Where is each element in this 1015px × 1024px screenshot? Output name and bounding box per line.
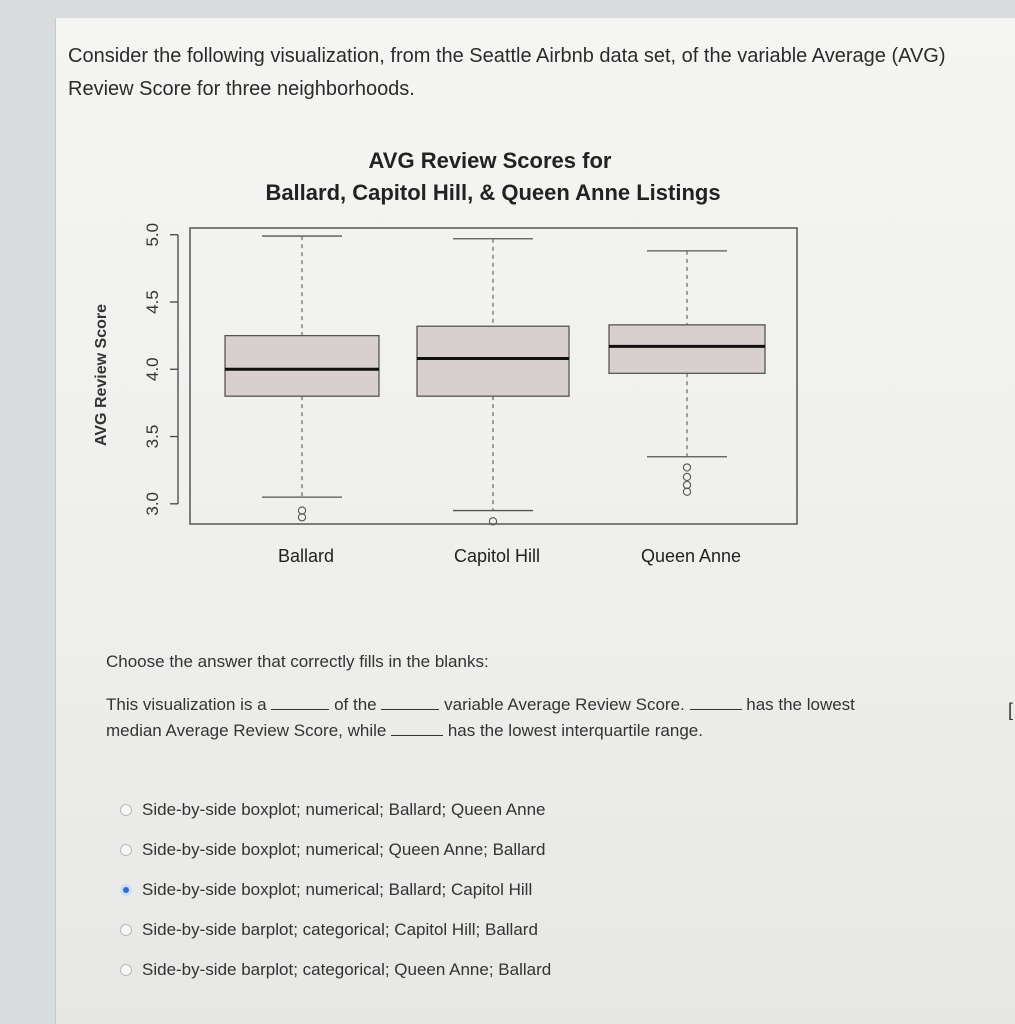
radio-button-2[interactable] bbox=[120, 844, 132, 856]
intro-line-1: Consider the following visualization, from the Seattle Airbnb data set, of the variable Average (AVG) bbox=[68, 45, 946, 67]
box-capitol-hill bbox=[417, 239, 569, 525]
y-tick-label: 4.0 bbox=[143, 357, 162, 382]
iqr-box bbox=[417, 326, 569, 396]
y-tick-label: 3.0 bbox=[143, 491, 162, 516]
answer-option-2[interactable] bbox=[120, 830, 551, 870]
answer-option-2-label[interactable]: Side-by-side boxplot; numerical; Queen Anne; Ballard bbox=[142, 840, 546, 859]
sentence-part-3: variable Average Review Score. bbox=[444, 695, 685, 714]
x-axis-labels bbox=[278, 546, 741, 566]
blank-4 bbox=[391, 721, 443, 736]
answer-option-1[interactable] bbox=[120, 790, 551, 830]
outlier-point bbox=[683, 488, 690, 495]
iqr-box bbox=[225, 336, 379, 397]
x-label-ballard: Ballard bbox=[277, 546, 335, 566]
blank-1 bbox=[271, 695, 329, 710]
answer-option-5[interactable] bbox=[120, 950, 551, 990]
answer-option-3-label[interactable]: Side-by-side boxplot; numerical; Ballard; Capitol Hill bbox=[142, 880, 533, 899]
iqr-box bbox=[609, 325, 765, 373]
intro-line-2: Review Score for three neighborhoods. bbox=[68, 78, 415, 100]
boxes bbox=[225, 236, 765, 525]
box-queen-anne bbox=[609, 251, 765, 495]
outlier-point bbox=[683, 473, 690, 480]
outlier-point bbox=[683, 481, 690, 488]
sentence-part-6: has the lowest interquartile range. bbox=[447, 721, 703, 740]
answer-options bbox=[120, 790, 551, 990]
y-tick-label: 3.5 bbox=[143, 424, 162, 449]
fill-in-sentence bbox=[106, 692, 966, 744]
radio-button-4[interactable] bbox=[120, 924, 132, 936]
chart-title-line-2: Ballard, Capitol Hill, & Queen Anne Listings bbox=[265, 180, 721, 205]
radio-button-1[interactable] bbox=[120, 804, 132, 816]
sentence-part-1: This visualization is a bbox=[106, 695, 267, 714]
y-axis bbox=[143, 223, 178, 516]
x-label-capitol-hill: Capitol Hill bbox=[453, 546, 541, 566]
outlier-point bbox=[683, 464, 690, 471]
y-tick-label: 5.0 bbox=[143, 222, 162, 247]
blank-3 bbox=[690, 695, 742, 710]
outlier-point bbox=[298, 507, 305, 514]
answer-option-5-label[interactable]: Side-by-side barplot; categorical; Queen Anne; Ballard bbox=[142, 960, 552, 979]
edge-bracket-icon: [ bbox=[1007, 700, 1013, 720]
radio-button-3[interactable] bbox=[120, 884, 132, 896]
answer-option-4[interactable] bbox=[120, 910, 551, 950]
outlier-point bbox=[298, 514, 305, 521]
x-label-queen-anne: Queen Anne bbox=[640, 546, 742, 566]
blank-2 bbox=[381, 695, 439, 710]
sentence-part-2: of the bbox=[334, 695, 377, 714]
box-ballard bbox=[225, 236, 379, 521]
y-tick-label: 4.5 bbox=[143, 290, 162, 314]
answer-option-3[interactable] bbox=[120, 870, 551, 910]
answer-option-1-label[interactable]: Side-by-side boxplot; numerical; Ballard; Queen Anne bbox=[142, 800, 546, 819]
sentence-part-4: has the lowest bbox=[746, 695, 855, 714]
answer-option-4-label[interactable]: Side-by-side barplot; categorical; Capitol Hill; Ballard bbox=[142, 920, 538, 939]
question-prompt: Choose the answer that correctly fills in the blanks: bbox=[106, 652, 489, 671]
chart-title-line-1: AVG Review Scores for bbox=[368, 148, 612, 173]
question-block bbox=[106, 650, 986, 744]
y-axis-label: AVG Review Score bbox=[93, 304, 110, 446]
radio-button-5[interactable] bbox=[120, 964, 132, 976]
sentence-part-5: median Average Review Score, while bbox=[106, 721, 387, 740]
